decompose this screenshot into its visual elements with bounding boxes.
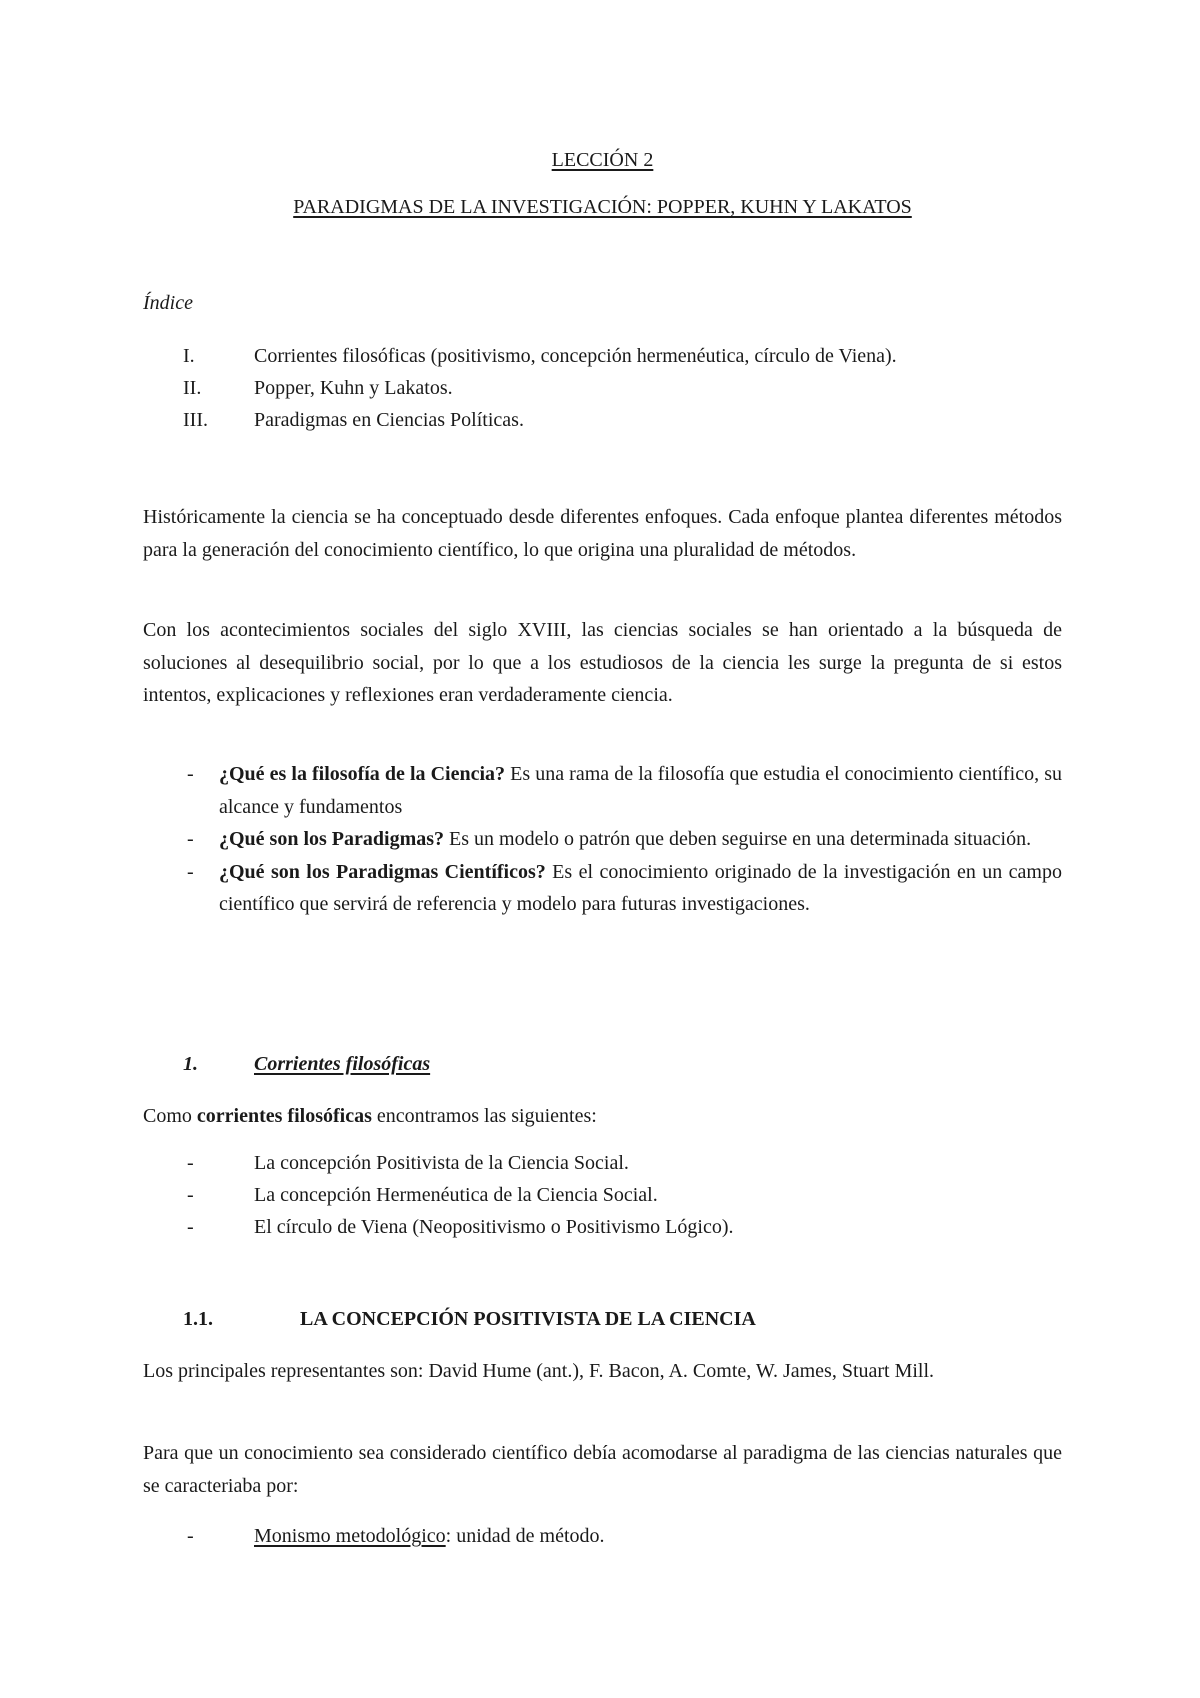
- answer-text: Es un modelo o patrón que deben seguirse en una determinada situación.: [444, 828, 1032, 850]
- list-dash: -: [187, 1152, 194, 1174]
- list-dash: -: [187, 1216, 194, 1238]
- list-dash: -: [187, 1525, 194, 1547]
- list-item-text: : unidad de método.: [445, 1525, 605, 1547]
- list-item-term: Monismo metodológico: [254, 1525, 446, 1547]
- list-dash: -: [187, 1184, 194, 1206]
- list-dash: -: [187, 828, 194, 850]
- index-item: [143, 404, 1062, 436]
- lesson-subtitle: PARADIGMAS DE LA INVESTIGACIÓN: POPPER, KUHN Y LAKATOS: [293, 196, 912, 218]
- list-dash: -: [187, 860, 194, 883]
- list-item: [143, 1179, 1062, 1211]
- characteristics-list: [143, 1520, 1062, 1552]
- list-item-text: El círculo de Viena (Neopositivismo o Positivismo Lógico).: [254, 1216, 734, 1238]
- questions-list: [143, 758, 1062, 921]
- index-list: [143, 340, 1062, 436]
- section-intro-text: encontramos las siguientes:: [371, 1105, 597, 1127]
- representatives-paragraph: Los principales representantes son: David Hume (ant.), F. Bacon, A. Comte, W. James, Stuart Mill.: [143, 1360, 935, 1382]
- section-intro-bold: corrientes filosóficas: [196, 1105, 372, 1127]
- index-item-text: Popper, Kuhn y Lakatos.: [254, 377, 453, 399]
- subsection-number: 1.1.: [183, 1308, 213, 1330]
- index-item: [143, 372, 1062, 404]
- question-text: ¿Qué es la filosofía de la Ciencia?: [219, 763, 506, 785]
- list-item: [143, 1211, 1062, 1243]
- section-heading: [183, 1053, 430, 1076]
- paradigm-paragraph: Para que un conocimiento sea considerado científico debía acomodarse al paradigma de las ciencias naturales que se caracteriaba por:: [143, 1442, 1062, 1497]
- question-item: [143, 856, 1062, 921]
- intro-paragraph: Con los acontecimientos sociales del siglo XVIII, las ciencias sociales se han orientado a la búsqueda de soluciones al desequilibrio social, por lo que a los estudiosos de la ciencia les surge la pregunta de si estos intentos, explicaciones y reflexiones eran verdaderamente ciencia.: [143, 619, 1062, 706]
- index-item-number: III.: [183, 409, 208, 431]
- section-intro-text: Como: [143, 1105, 197, 1127]
- index-heading: Índice: [143, 292, 193, 314]
- list-item: [143, 1520, 1062, 1552]
- intro-paragraph: Históricamente la ciencia se ha conceptuado desde diferentes enfoques. Cada enfoque plantea diferentes métodos para la generación del conocimiento científico, lo que origina una pluralidad de métodos.: [143, 506, 1062, 561]
- subsection-heading: [183, 1308, 756, 1331]
- section-intro: [143, 1100, 1062, 1133]
- list-dash: -: [187, 763, 194, 785]
- list-item-content: [254, 1520, 605, 1552]
- question-item: [143, 758, 1062, 823]
- list-item: [143, 1147, 1062, 1179]
- index-item: [143, 340, 1062, 372]
- index-item-text: Paradigmas en Ciencias Políticas.: [254, 409, 524, 431]
- section-title: Corrientes filosóficas: [254, 1053, 431, 1075]
- question-item: [143, 823, 1062, 856]
- list-item-text: La concepción Hermenéutica de la Ciencia Social.: [254, 1184, 658, 1206]
- index-item-text: Corrientes filosóficas (positivismo, concepción hermenéutica, círculo de Viena).: [254, 345, 897, 367]
- answer-text: Es el conocimiento originado de la investigación en un campo científico que servirá de referencia y modelo para futuras investigaciones.: [219, 860, 1062, 915]
- list-item-text: La concepción Positivista de la Ciencia Social.: [254, 1152, 629, 1174]
- question-text: ¿Qué son los Paradigmas?: [219, 828, 445, 850]
- index-item-number: II.: [183, 377, 202, 399]
- question-text: ¿Qué son los Paradigmas Científicos?: [219, 860, 546, 883]
- answer-text: Es una rama de la filosofía que estudia el conocimiento científico, su alcance y fundamentos: [219, 763, 1062, 818]
- subsection-title: LA CONCEPCIÓN POSITIVISTA DE LA CIENCIA: [300, 1308, 756, 1330]
- lesson-title: LECCIÓN 2: [551, 149, 654, 171]
- index-item-number: I.: [183, 345, 195, 367]
- document-page: [143, 0, 1062, 1698]
- section-number: 1.: [183, 1053, 198, 1075]
- currents-list: [143, 1147, 1062, 1243]
